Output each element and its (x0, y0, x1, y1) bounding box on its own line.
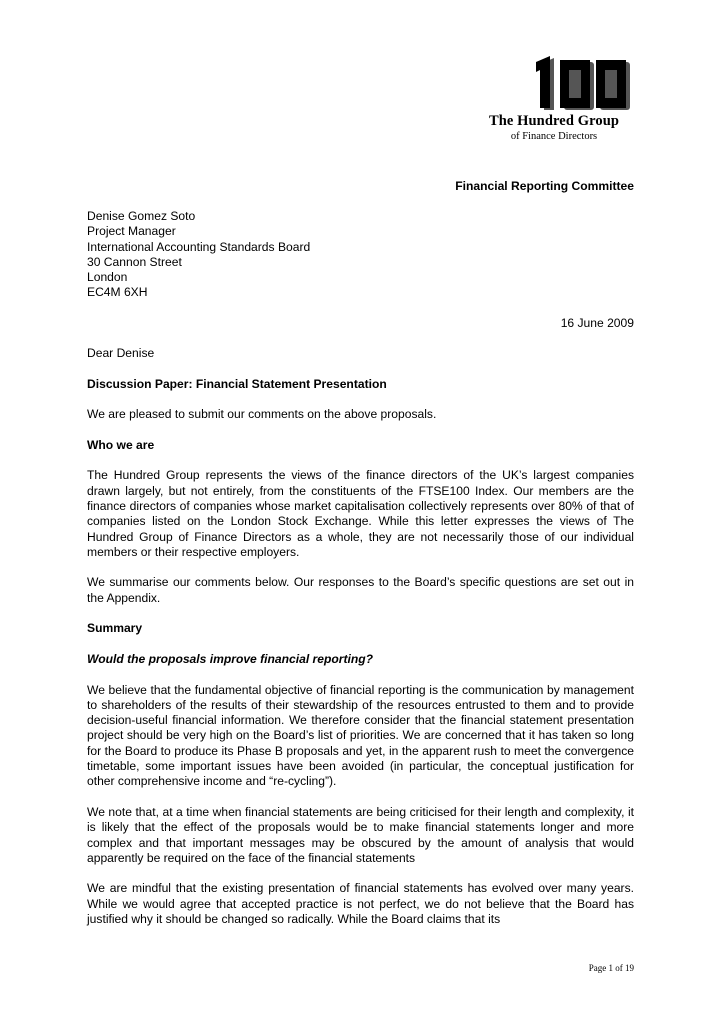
recipient-position: Project Manager (87, 224, 176, 239)
hundred-group-logo (454, 44, 654, 162)
body-paragraph-2: We note that, at a time when financial statements are being criticised for their length and complexity, it is likely that the effect of the proposals would be to make financial statements longer and more complex and that important messages may be obscured by the amount of analysis that would apparently be required on the face of the financial statements (87, 804, 634, 865)
recipient-postcode: EC4M 6XH (87, 285, 148, 300)
body-paragraph-3: We are mindful that the existing presentation of financial statements has evolved over many years. While we would agree that accepted practice is not perfect, we do not believe that the Board has justified why it should be changed so radically. While the Board claims that its (87, 881, 634, 926)
recipient-address (87, 209, 310, 301)
intro-paragraph: We are pleased to submit our comments on the above proposals. (87, 407, 437, 422)
summary-heading: Summary (87, 621, 143, 636)
recipient-organisation: International Accounting Standards Board (87, 239, 311, 254)
recipient-city: London (87, 270, 128, 285)
page-number: Page 1 of 19 (588, 963, 634, 973)
summary-intro-paragraph: We summarise our comments below. Our responses to the Board’s specific questions are set out in the Appendix. (87, 575, 634, 605)
logo-subtitle: of Finance Directors (510, 131, 598, 142)
question-heading: Would the proposals improve financial reporting? (87, 651, 374, 666)
logo-100-graphic (526, 52, 634, 110)
committee-name: Financial Reporting Committee (455, 179, 634, 193)
logo-title: The Hundred Group (488, 113, 620, 129)
letter-body (87, 346, 634, 943)
letter-date: 16 June 2009 (560, 316, 634, 330)
who-we-are-heading: Who we are (87, 437, 155, 452)
subject-heading: Discussion Paper: Financial Statement Presentation (87, 376, 387, 391)
salutation: Dear Denise (87, 346, 155, 360)
body-paragraph-1: We believe that the fundamental objective of financial reporting is the communication by management to shareholders of the results of their stewardship of the resources entrusted to them and to provide decision-useful financial information. We therefore consider that the financial statement presentation project should be very high on the Board’s list of priorities. We are concerned that it has taken so long for the Board to produce its Phase B proposals and yet, in the apparent rush to meet the convergence timetable, some important issues have been avoided (in particular, the conceptual justification for other comprehensive income and “re-cycling”). (87, 682, 634, 789)
who-we-are-paragraph: The Hundred Group represents the views of the finance directors of the UK’s largest companies drawn largely, but not entirely, from the constituents of the FTSE100 Index. Our members are the finance directors of companies whose market capitalisation collectively represents over 80% of that of companies listed on the London Stock Exchange. While this letter expresses the views of The Hundred Group of Finance Directors as a whole, they are not necessarily those of our individual members or their respective employers. (87, 468, 634, 559)
recipient-name: Denise Gomez Soto (87, 209, 196, 223)
recipient-street: 30 Cannon Street (87, 254, 182, 269)
